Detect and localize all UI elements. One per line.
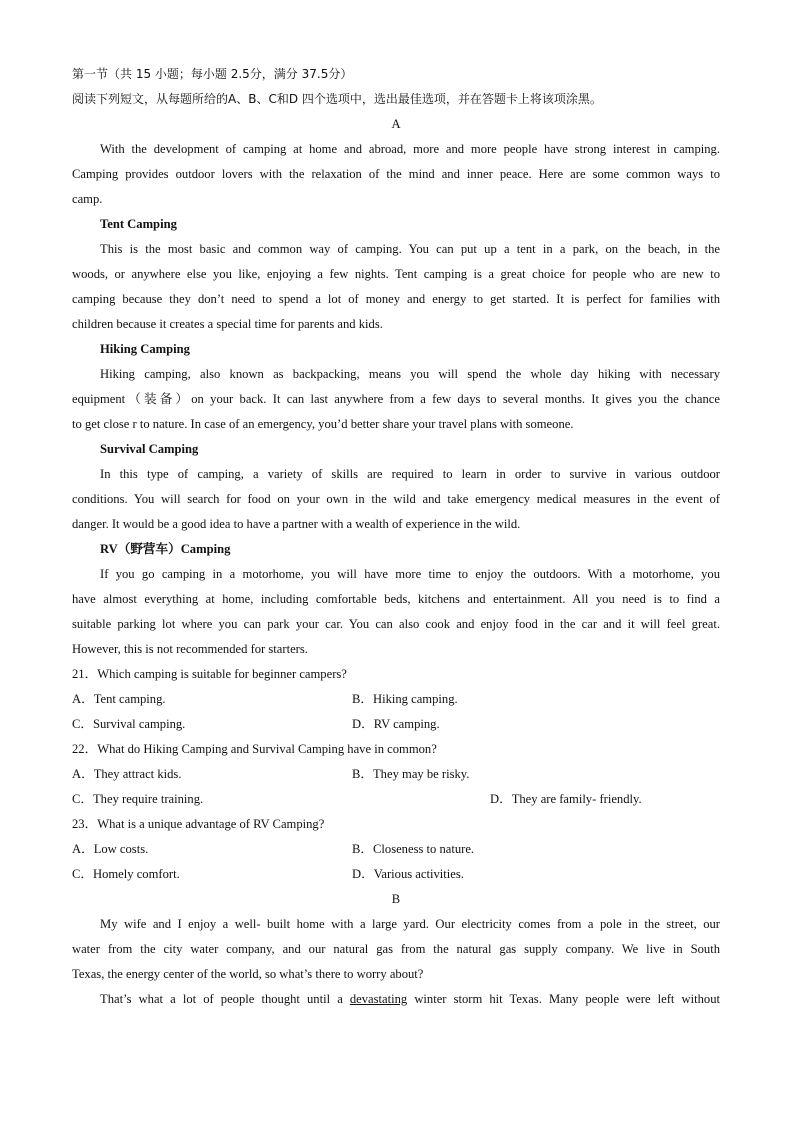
heading-hiking-camping: Hiking Camping xyxy=(100,342,190,356)
passage-b-letter: B xyxy=(391,892,401,906)
option-d: D．Various activities. xyxy=(352,867,464,881)
survival-line: danger. It would be a good idea to have a partner with a wealth of experience in the wild. xyxy=(72,517,521,531)
tent-line: camping because they don’t need to spend a lot of money and energy to get started. It is perfect for families with xyxy=(72,292,720,306)
question-21-options-row xyxy=(72,687,720,712)
passage-a-intro-line: camp. xyxy=(72,192,103,206)
passage-b-text: That’s what a lot of people thought until a xyxy=(100,992,350,1006)
option-d: D．They are family- friendly. xyxy=(490,792,642,806)
option-c: C．They require training. xyxy=(72,792,204,806)
section-header: 第一节（共 15 小题；每小题 2.5分，满分 37.5分） xyxy=(72,67,353,81)
survival-line: In this type of camping, a variety of skills are required to learn in order to survive in various outdoor xyxy=(100,467,720,481)
question-22-options-row xyxy=(72,762,720,787)
hiking-line: equipment（装备）on your back. It can last anywhere from a few days to several months. It gives you the chance xyxy=(72,392,720,406)
passage-a-letter: A xyxy=(391,117,401,131)
question-22-stem: 22．What do Hiking Camping and Survival Camping have in common? xyxy=(72,742,437,756)
option-b: B．Hiking camping. xyxy=(352,692,458,706)
instructions: 阅读下列短文，从每题所给的A、B、C和D 四个选项中，选出最佳选项，并在答题卡上将该项涂黑。 xyxy=(72,92,602,106)
rv-line: If you go camping in a motorhome, you will have more time to enjoy the outdoors. With a motorhome, you xyxy=(100,567,720,581)
exam-page xyxy=(72,62,720,1012)
question-22-options-row xyxy=(72,787,720,812)
hiking-line: to get close r to nature. In case of an emergency, you’d better share your travel plans with someone. xyxy=(72,417,574,431)
heading-tent-camping: Tent Camping xyxy=(100,217,177,231)
passage-b-line: My wife and I enjoy a well- built home with a large yard. Our electricity comes from a pole in the street, our xyxy=(100,917,720,931)
survival-line: conditions. You will search for food on your own in the wild and take emergency medical measures in the event of xyxy=(72,492,720,506)
question-23-stem: 23．What is a unique advantage of RV Camping? xyxy=(72,817,325,831)
passage-b-text: winter storm hit Texas. Many people were left without xyxy=(407,992,720,1006)
question-23-options-row xyxy=(72,862,720,887)
option-c: C．Survival camping. xyxy=(72,717,186,731)
question-21-options-row xyxy=(72,712,720,737)
option-b: B．They may be risky. xyxy=(352,767,470,781)
passage-a-intro-line: Camping provides outdoor lovers with the relaxation of the mind and inner peace. Here are some common ways to xyxy=(72,167,720,181)
underlined-word: devastating xyxy=(349,992,408,1006)
option-a: A．Low costs. xyxy=(72,842,149,856)
passage-b-line xyxy=(72,987,720,1012)
tent-line: This is the most basic and common way of camping. You can put up a tent in a park, on the beach, in the xyxy=(100,242,720,256)
rv-line: suitable parking lot where you can park your car. You can also cook and enjoy food in the car and it will feel great. xyxy=(72,617,720,631)
question-21-stem: 21．Which camping is suitable for beginner campers? xyxy=(72,667,347,681)
tent-line: children because it creates a special time for parents and kids. xyxy=(72,317,383,331)
option-a: A．They attract kids. xyxy=(72,767,182,781)
passage-a-intro-line: With the development of camping at home and abroad, more and more people have strong interest in camping. xyxy=(100,142,720,156)
hiking-line: Hiking camping, also known as backpacking, means you will spend the whole day hiking with necessary xyxy=(100,367,720,381)
rv-line: However, this is not recommended for starters. xyxy=(72,642,308,656)
option-a: A．Tent camping. xyxy=(72,692,166,706)
tent-line: woods, or anywhere else you like, enjoying a few nights. Tent camping is a great choice for people who are new to xyxy=(72,267,720,281)
passage-b-line: water from the city water company, and our natural gas from the natural gas supply company. We live in South xyxy=(72,942,720,956)
question-23-options-row xyxy=(72,837,720,862)
heading-rv-camping: RV（野营车）Camping xyxy=(100,542,231,556)
heading-survival-camping: Survival Camping xyxy=(100,442,199,456)
option-c: C．Homely comfort. xyxy=(72,867,180,881)
option-b: B．Closeness to nature. xyxy=(352,842,475,856)
option-d: D．RV camping. xyxy=(352,717,440,731)
rv-line: have almost everything at home, including comfortable beds, kitchens and entertainment. All you need is to find a xyxy=(72,592,720,606)
passage-b-line: Texas, the energy center of the world, so what’s there to worry about? xyxy=(72,967,424,981)
